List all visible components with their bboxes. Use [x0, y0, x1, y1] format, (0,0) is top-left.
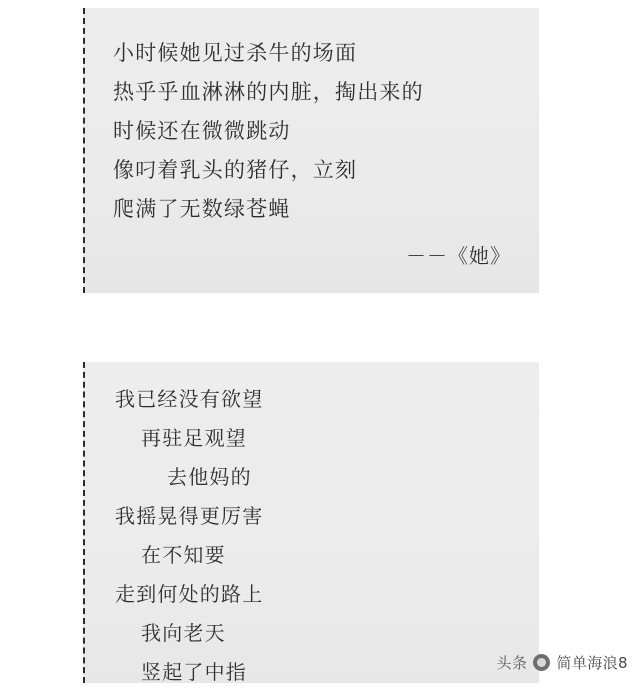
- user-avatar-icon: [533, 654, 550, 671]
- poem-line: 竖起了中指: [141, 660, 247, 684]
- poem-line: 走到何处的路上: [115, 582, 264, 606]
- poem-text-block: [85, 8, 539, 229]
- poem-line: 爬满了无数绿苍蝇: [113, 197, 291, 221]
- poem-line: 我已经没有欲望: [115, 387, 264, 411]
- poem-line: 在不知要: [141, 543, 226, 567]
- poem-attribution: －－《她》: [406, 244, 511, 268]
- poem-line: 去他妈的: [167, 465, 252, 489]
- platform-badge: 头条: [496, 654, 528, 672]
- poem-line: 我向老天: [141, 621, 226, 645]
- poem-line: 我摇晃得更厉害: [115, 504, 264, 528]
- poem-line: 像叼着乳头的猪仔，立刻: [113, 158, 358, 182]
- poem-line: 热乎乎血淋淋的内脏，掏出来的: [113, 80, 424, 104]
- poem-line: 小时候她见过杀牛的场面: [113, 41, 358, 65]
- poem-line: 时候还在微微跳动: [113, 119, 291, 143]
- poem-line: 再驻足观望: [141, 426, 247, 450]
- poem-card-first: [83, 8, 539, 293]
- watermark: [496, 652, 628, 673]
- poem-card-second: [83, 362, 539, 683]
- poem-text-block: [85, 362, 539, 692]
- watermark-username: 简单海浪8: [556, 654, 628, 672]
